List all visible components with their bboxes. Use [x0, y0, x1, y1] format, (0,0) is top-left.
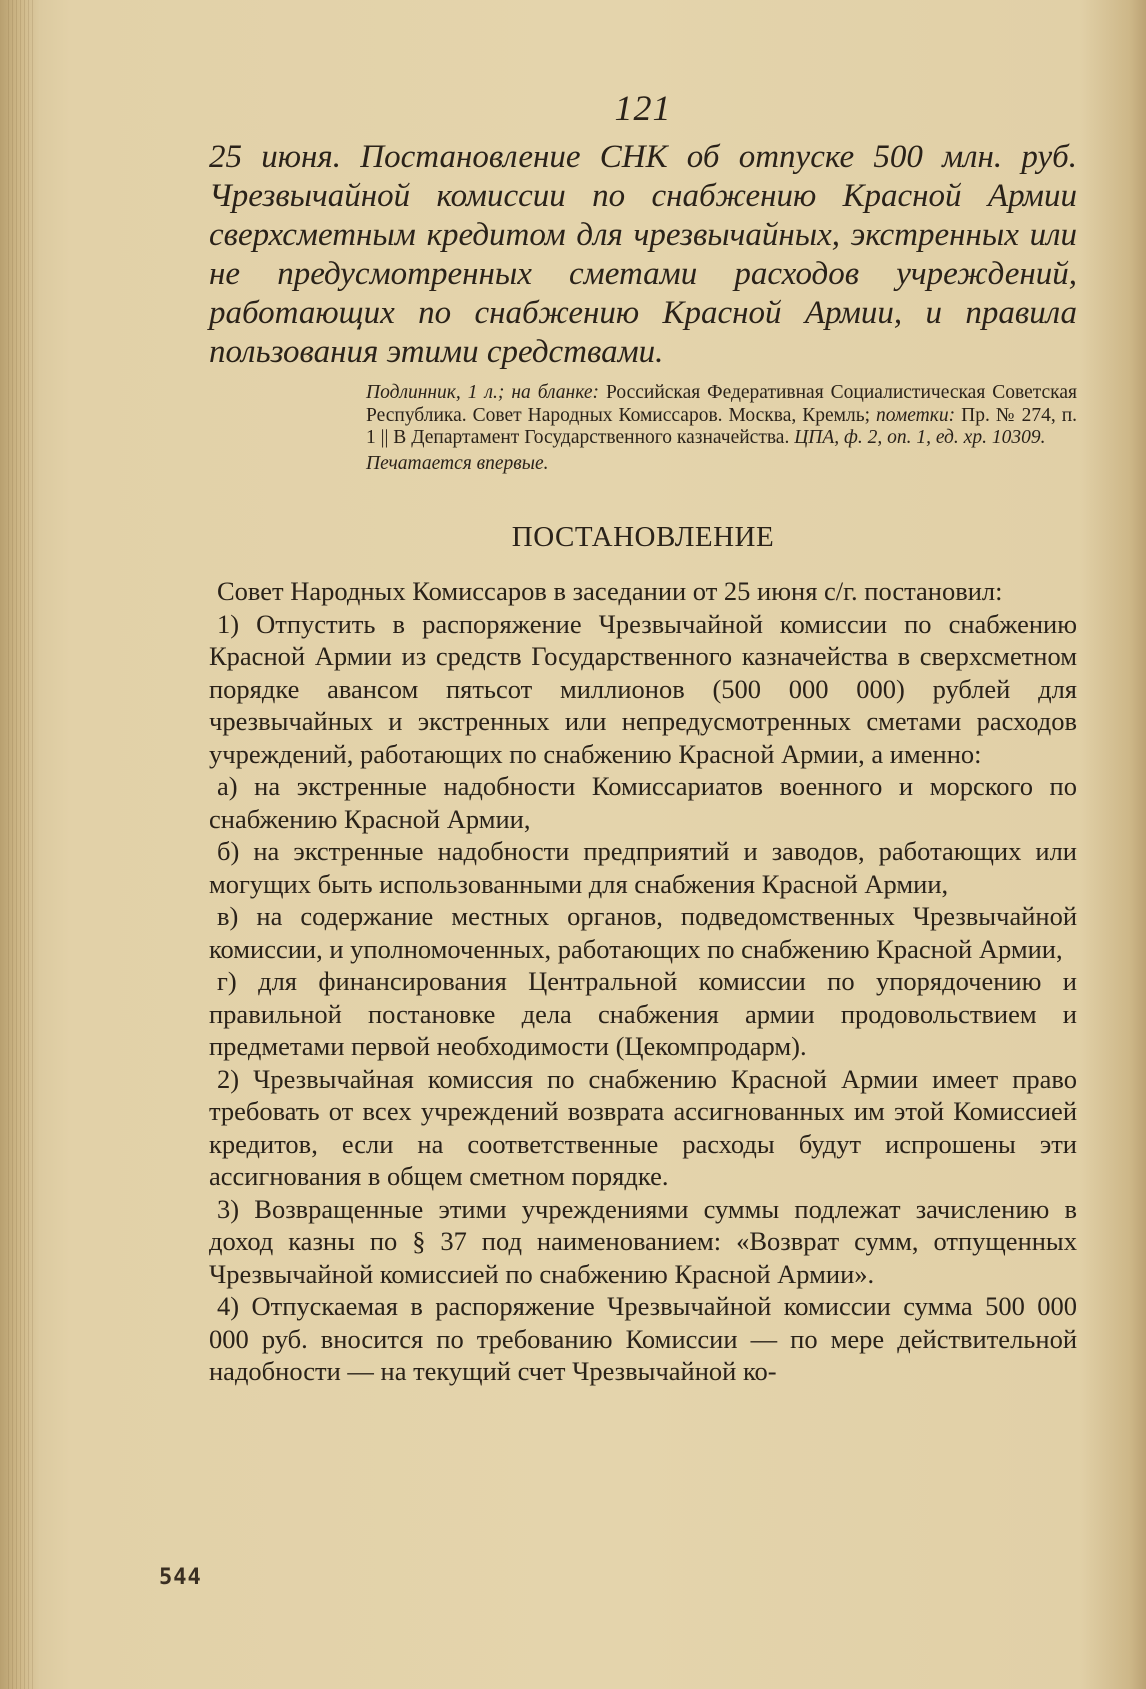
paragraph: 3) Возвращенные этими учреждениями суммы подлежат зачислению в доход казны по § 37 под наименованием: «Возврат сумм, отпущенных Чрезвычайной комиссией по снабжению Красной Армии».	[209, 1193, 1077, 1289]
source-original: Подлинник, 1 л.; на бланке:	[366, 382, 599, 403]
page-number: 544	[159, 1565, 202, 1590]
page-content	[209, 84, 1077, 1388]
source-note	[366, 382, 1077, 475]
paragraph: 1) Отпустить в распоряжение Чрезвычайной комиссии по снабжению Красной Армии из средств Государственного казначейства в сверхсметном порядке авансом пятьсот миллионов (500 000 000) рублей для чрезвычайных и экстренных или непредусмотренных сметами расходов учреждений, работающих по снабжению Красной Армии, а именно:	[209, 608, 1077, 769]
source-letterhead: Российская Федеративная Социалистическая Советская Республика. Совет Народных Комиссаров. Москва, Кремль;	[366, 382, 1077, 426]
paragraph: г) для финансирования Центральной комиссии по упорядочению и правильной постановке дела снабжения армии продовольствием и предметами первой необходимости (Цекомпродарм).	[209, 966, 1077, 1061]
first-publication-note: Печатается впервые.	[366, 452, 549, 474]
source-marks-label: пометки:	[876, 404, 956, 426]
paragraph: Совет Народных Комиссаров в заседании от 25 июня с/г. постановил:	[217, 576, 1003, 606]
paragraph: в) на содержание местных органов, подведомственных Чрезвычайной комиссии, и уполномоченных, работающих по снабжению Красной Армии,	[209, 901, 1077, 964]
paragraph: 2) Чрезвычайная комиссия по снабжению Красной Армии имеет право требовать от всех учреждений возврата ассигнованных им этой Комиссией кредитов, если на соответственные расходы будут испрошены эти ассигнования в общем сметном порядке.	[209, 1063, 1077, 1191]
source-archive: ЦПА, ф. 2, оп. 1, ед. хр. 10309.	[794, 427, 1046, 448]
page-edge	[8, 0, 34, 1689]
paragraph: б) на экстренные надобности предприятий и заводов, работающих или могущих быть использованными для снабжения Красной Армии,	[209, 836, 1077, 899]
document-title: 25 июня. Постановление СНК об отпуске 500 млн. руб. Чрезвычайной комиссии по снабжению Красной Армии сверхсметным кредитом для чрезвычайных, экстренных или не предусмотренных сметами расходов учреждений, работающих по снабжению Красной Армии, и правила пользования этими средствами.	[209, 139, 1077, 370]
source-marks: Пр. № 274, п. 1 || В Департамент Государственного казначейства.	[366, 404, 1078, 448]
document-number: 121	[614, 88, 672, 128]
section-heading: ПОСТАНОВЛЕНИЕ	[511, 521, 775, 553]
resolution-body	[209, 575, 1077, 1388]
paragraph: 4) Отпускаемая в распоряжение Чрезвычайной комиссии сумма 500 000 000 руб. вносится по требованию Комиссии — по мере действительной надобности — на текущий счет Чрезвычайной ко-	[209, 1291, 1077, 1386]
paragraph: а) на экстренные надобности Комиссариатов военного и морского по снабжению Красной Армии,	[209, 771, 1077, 834]
